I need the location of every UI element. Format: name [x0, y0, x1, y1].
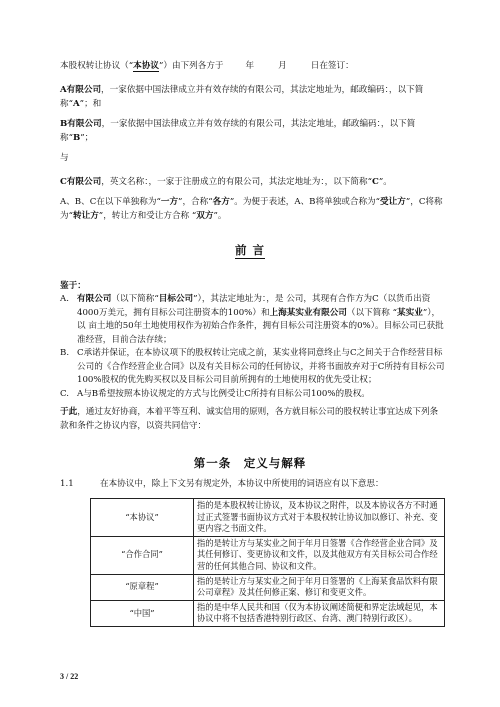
definition-meaning: 指的是本股权转让协议，及本协议之附件，以及本协议各方不时通过正式签署书面协议方式对于本股权转让协议加以修订、补充、变更内容之书面文件。 [194, 499, 445, 537]
definition-term: “原章程” [91, 574, 194, 600]
definition-term: “合作合同” [91, 536, 194, 574]
definition-meaning: 指的是转让方与某实业之间于年月日签署的《上海某食品饮料有限公司章程》及其任何修正案、修订和变更文件。 [194, 574, 445, 600]
party-a-name: A有限公司 [60, 85, 102, 95]
agreement-short-name: 本协议 [133, 61, 159, 71]
definition-term: “本协议” [91, 499, 194, 537]
whereas-label: 鉴于： [60, 281, 86, 291]
party-c-paragraph: C有限公司，英文名称：，一家于注册成立的有限公司，其法定地址为：，以下简称“C”。 [60, 177, 392, 187]
definition-meaning: 指的是中华人民共和国（仅为本协议阐述简便和界定法域起见，本协议中将不包括香港特别行政区、台湾、澳门特别行政区）。 [194, 600, 445, 626]
recital-item: C. A与B希望按照本协议规定的方式与比例受让C所持有目标公司100%的股权。 [60, 388, 370, 399]
page-number: 3 / 22 [60, 672, 79, 681]
parties-definition-paragraph: A、B、C在以下单独称为“一方”，合称“各方”。为便于表述，A、B将单独或合称为“受让方”，C将称为“转让方”，转让方和受让方合称 “双方”。 [60, 197, 443, 221]
party-b-paragraph: B有限公司，一家依据中国法律成立并有效存续的有限公司，其法定地址，邮政编码：，以下简称“B”； [60, 119, 416, 143]
opening-paragraph: 本股权转让协议（“本协议”）由下列各方于 年 月 日在签订： [60, 61, 354, 71]
party-b-name: B有限公司 [60, 119, 102, 129]
clause-1-1: 1.1 在本协议中，除上下文另有规定外，本协议中所使用的词语应有以下意思： [60, 479, 384, 489]
definition-term: “中国” [91, 600, 194, 626]
party-a-paragraph: A有限公司，一家依据中国法律成立并有效存续的有限公司，其法定地址为，邮政编码：，以下简称“A”；和 [60, 85, 424, 109]
therefore-paragraph: 于此，通过友好协商，本着平等互利、诚实信用的原则，各方就目标公司的股权转让事宜达成下列条款和条件之协议内容，以资共同信守： [60, 407, 439, 431]
party-c-name: C有限公司 [60, 177, 102, 187]
table-row [91, 536, 445, 574]
recitals-list [60, 293, 445, 401]
definition-meaning: 指的是转让方与某实业之间于年月日签署《合作经营企业合同》及其任何修订、变更协议和文件，以及其他双方有关目标公司合作经营的任何其他合同、协议和文件。 [194, 536, 445, 574]
preamble-heading: 前 言 [234, 243, 265, 257]
table-row [91, 574, 445, 600]
table-row [91, 499, 445, 537]
recital-item: B. C承诺并保证，在本协议项下的股权转让完成之前，某实业将同意终止与C之间关于合作经营目标公司的《合作经营企业合同》以及有关目标公司的任何协议，并将书面放弃对于C所持有目标公司100%股权的优先购买权以及目标公司目前所拥有的土地使用权的优先受让权； [60, 348, 445, 385]
and-connector: 与 [60, 153, 69, 163]
table-row [91, 600, 445, 626]
recital-item: A. 有限公司（以下简称“目标公司”），其法定地址为：，是 公司，其现有合作方为C（以货币出资4000万美元，拥有目标公司注册资本的100%）和上海某实业有限公司（以下简称 “某实业”），以 亩土地的50年土地使用权作为初始合作条件，拥有目标公司注册资本的0%）。目标公司已获批准经营，目前合法存续； [60, 294, 444, 345]
definitions-table [90, 498, 445, 627]
article-1-heading: 第一条 定义与解释 [193, 456, 307, 470]
